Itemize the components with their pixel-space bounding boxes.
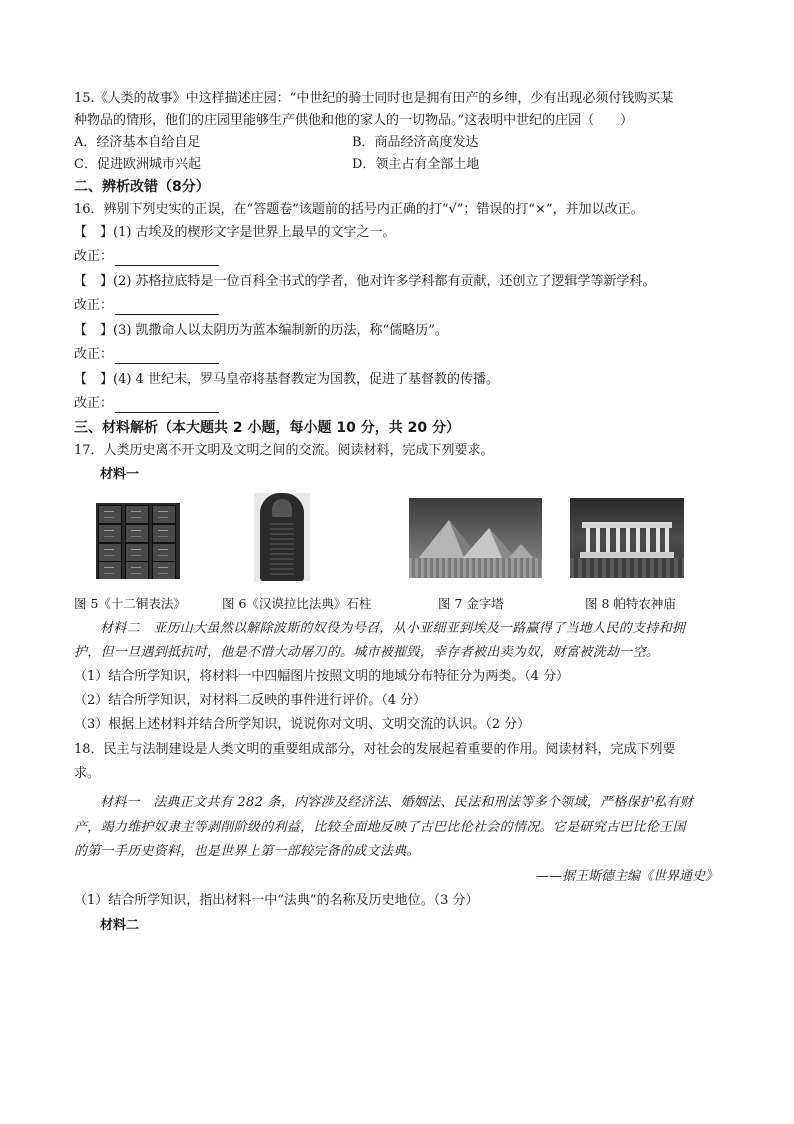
temple-column <box>646 528 650 552</box>
temple-column <box>636 528 640 552</box>
tablet-cell <box>152 543 176 562</box>
q18-material1-line3: 的第一手历史资料，也是世界上第一部较完备的成文法典。 <box>74 844 420 859</box>
q16-intro: 16．辨别下列史实的正误，在“答题卷”该题前的括号内正确的打“√”；错误的打“×”，并加以改正。 <box>74 202 644 217</box>
q15-option-d: D．领主占有全部土地 <box>352 157 480 172</box>
correction-label: 改正： <box>74 249 114 264</box>
q15-option-c: C．促进欧洲城市兴起 <box>74 157 201 172</box>
q18-source: ——据王斯德主编《世界通史》 <box>535 869 718 884</box>
tablet-cell <box>98 505 122 524</box>
caption-figure-7: 图 7 金字塔 <box>438 596 504 611</box>
tablet-cell <box>98 543 122 562</box>
stele-inscription <box>270 523 294 575</box>
q16-correction-3 <box>74 346 219 364</box>
section3-title: 三、材料解析（本大题共 2 小题，每小题 10 分，共 20 分） <box>74 420 460 436</box>
tablet-cell <box>98 524 122 543</box>
q17-sub-1: （1）结合所学知识，将材料一中四幅图片按照文明的地域分布特征分为两类。（4 分） <box>74 669 570 684</box>
q18-sub-1: （1）结合所学知识，指出材料一中“法典”的名称及历史地位。（3 分） <box>74 893 479 908</box>
q16-correction-1 <box>74 248 219 266</box>
figure-hammurabi-stele-image <box>254 493 310 581</box>
correction-blank-2[interactable] <box>115 302 219 315</box>
q17-material2-line1: 材料二 亚历山大虽然以解除波斯的奴役为号召，从小亚细亚到埃及一路赢得了当地人民的支持和拥 <box>100 621 686 636</box>
temple-column <box>665 528 669 552</box>
figure-pyramids-image <box>409 498 542 578</box>
tablet-cell <box>152 524 176 543</box>
tablet-cell <box>125 543 149 562</box>
q18-material1-line1: 材料一 法典正文共有 282 条，内容涉及经济法、婚姻法、民法和刑法等多个领域，严格保护私有财 <box>100 795 694 810</box>
caption-figure-5: 图 5《十二铜表法》 <box>74 596 186 611</box>
temple-column <box>606 528 610 552</box>
q15-stem-line1: 15.《人类的故事》中这样描述庄园：“中世纪的骑士同时也是拥有田产的乡绅，少有出现必须付钱购买某 <box>74 91 674 106</box>
stele-relief <box>272 499 292 517</box>
temple-ground <box>570 558 684 578</box>
temple-column <box>616 528 620 552</box>
temple-column <box>596 528 600 552</box>
desert-ground <box>409 558 542 578</box>
q18-intro-line1: 18．民主与法制建设是人类文明的重要组成部分，对社会的发展起着重要的作用。阅读材料，完成下列要 <box>74 742 676 757</box>
q15-stem-line2: 种物品的情形，他们的庄园里能够生产供他和他的家人的一切物品。”这表明中世纪的庄园（ ） <box>74 113 634 128</box>
correction-blank-4[interactable] <box>115 400 219 413</box>
q16-correction-4 <box>74 395 219 413</box>
section2-title: 二、辨析改错（8分） <box>74 179 210 195</box>
tablet-cell <box>125 561 149 579</box>
temple-column <box>626 528 630 552</box>
q16-correction-2 <box>74 297 219 315</box>
q16-item-3: 【 】(3) 凯撒命人以太阴历为蓝本编制新的历法，称“儒略历”。 <box>74 323 448 338</box>
figure-twelve-tables-image <box>96 503 180 579</box>
q15-option-b: B．商品经济高度发达 <box>352 135 479 150</box>
temple-column <box>656 528 660 552</box>
tablet-cell <box>98 561 122 579</box>
q18-material2-label: 材料二 <box>100 918 140 933</box>
tablet-cell <box>152 561 176 579</box>
tablet-cell <box>125 505 149 524</box>
correction-label: 改正： <box>74 298 114 313</box>
q18-intro-line2: 求。 <box>74 766 101 781</box>
q17-sub-2: （2）结合所学知识，对材料二反映的事件进行评价。（4 分） <box>74 693 427 708</box>
q17-material1-label: 材料一 <box>100 467 140 482</box>
q17-intro: 17．人类历史离不开文明及文明之间的交流。阅读材料，完成下列要求。 <box>74 443 494 458</box>
temple-column <box>586 528 590 552</box>
correction-blank-3[interactable] <box>115 351 219 364</box>
caption-figure-8: 图 8 帕特农神庙 <box>585 596 676 611</box>
tablet-cell <box>125 524 149 543</box>
q16-item-2: 【 】(2) 苏格拉底特是一位百科全书式的学者，他对许多学科都有贡献，还创立了逻辑学等新学科。 <box>74 274 656 289</box>
correction-label: 改正： <box>74 347 114 362</box>
q16-item-1: 【 】(1) 古埃及的楔形文字是世界上最早的文字之一。 <box>74 225 396 240</box>
correction-blank-1[interactable] <box>115 253 219 266</box>
tablet-cell <box>152 505 176 524</box>
q17-material2-line2: 护，但一旦遇到抵抗时，他是不惜大动屠刀的。城市被摧毁，幸存者被出卖为奴，财富被洗劫一空。 <box>74 645 660 660</box>
correction-label: 改正： <box>74 396 114 411</box>
figure-parthenon-image <box>570 498 684 578</box>
q16-item-4: 【 】(4) 4 世纪末，罗马皇帝将基督教定为国教，促进了基督教的传播。 <box>74 372 499 387</box>
q15-option-a: A．经济基本自给自足 <box>74 135 201 150</box>
q18-material1-line2: 产，竭力维护奴隶主等剥削阶级的利益，比较全面地反映了古巴比伦社会的情况。它是研究古巴比伦王国 <box>74 820 686 835</box>
caption-figure-6: 图 6《汉谟拉比法典》石柱 <box>222 596 372 611</box>
q17-sub-3: （3）根据上述材料并结合所学知识，说说你对文明、文明交流的认识。（2 分） <box>74 717 531 732</box>
